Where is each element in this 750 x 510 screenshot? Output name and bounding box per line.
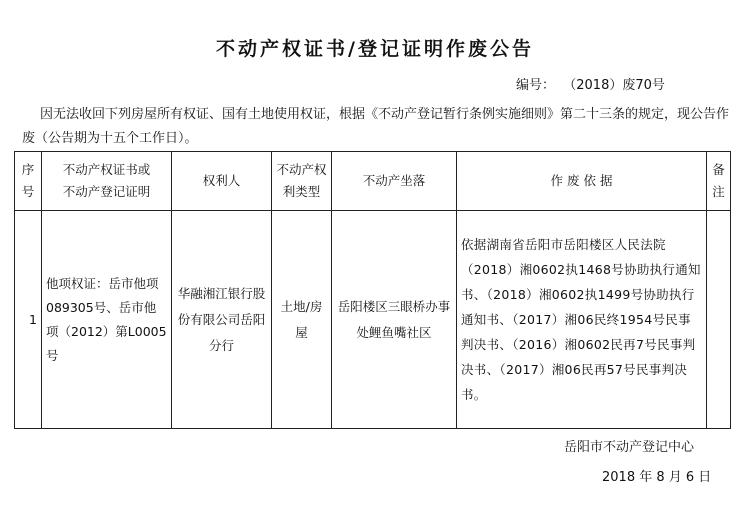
header-cert [42, 152, 172, 211]
header-remark-line2: 注 [712, 184, 725, 199]
header-type [272, 152, 332, 211]
table-row [15, 211, 731, 429]
row-basis: 依据湖南省岳阳市岳阳楼区人民法院（2018）湘0602执1468号协助执行通知书、（2018）湘0602执1499号协助执行通知书、（2017）湘06民终1954号民事判决书、（2016）湘0602民再7号民事判决书、（2017）湘06民再57号民事判决书。 [457, 211, 707, 429]
row-remark [707, 211, 731, 429]
header-cert-line1: 不动产权证书或 [62, 162, 151, 177]
issuing-organization: 岳阳市不动产登记中心 [564, 440, 695, 455]
row-holder: 华融湘江银行股份有限公司岳阳分行 [172, 211, 272, 429]
registration-table [14, 151, 731, 429]
header-type-line1: 不动产权 [276, 162, 327, 177]
row-location: 岳阳楼区三眼桥办事处鲤鱼嘴社区 [332, 211, 457, 429]
header-remark-line1: 备 [712, 162, 725, 177]
document-number: 编号： （2018）废70号 [516, 78, 665, 93]
header-seq [15, 152, 42, 211]
row-type: 土地/房屋 [272, 211, 332, 429]
header-seq-label: 序号 [21, 162, 35, 199]
header-cert-line2: 不动产登记证明 [62, 184, 151, 199]
intro-paragraph: 因无法收回下列房屋所有权证、国有土地使用权证，根据《不动产登记暂行条例实施细则》第二十三条的规定，现公告作废（公告期为十五个工作日）。 [22, 107, 730, 146]
row-seq: 1 [15, 211, 42, 429]
issue-date: 2018 年 8 月 6 日 [602, 470, 712, 485]
header-basis: 作 废 依 据 [457, 152, 707, 211]
table-header-row [15, 152, 731, 211]
header-location: 不动产坐落 [332, 152, 457, 211]
header-holder: 权利人 [172, 152, 272, 211]
row-cert: 他项权证：岳市他项089305号、岳市他项（2012）第L0005号 [42, 211, 172, 429]
page-title: 不动产权证书/登记证明作废公告 [216, 38, 534, 60]
header-remark [707, 152, 731, 211]
header-type-line2: 利类型 [282, 184, 321, 199]
